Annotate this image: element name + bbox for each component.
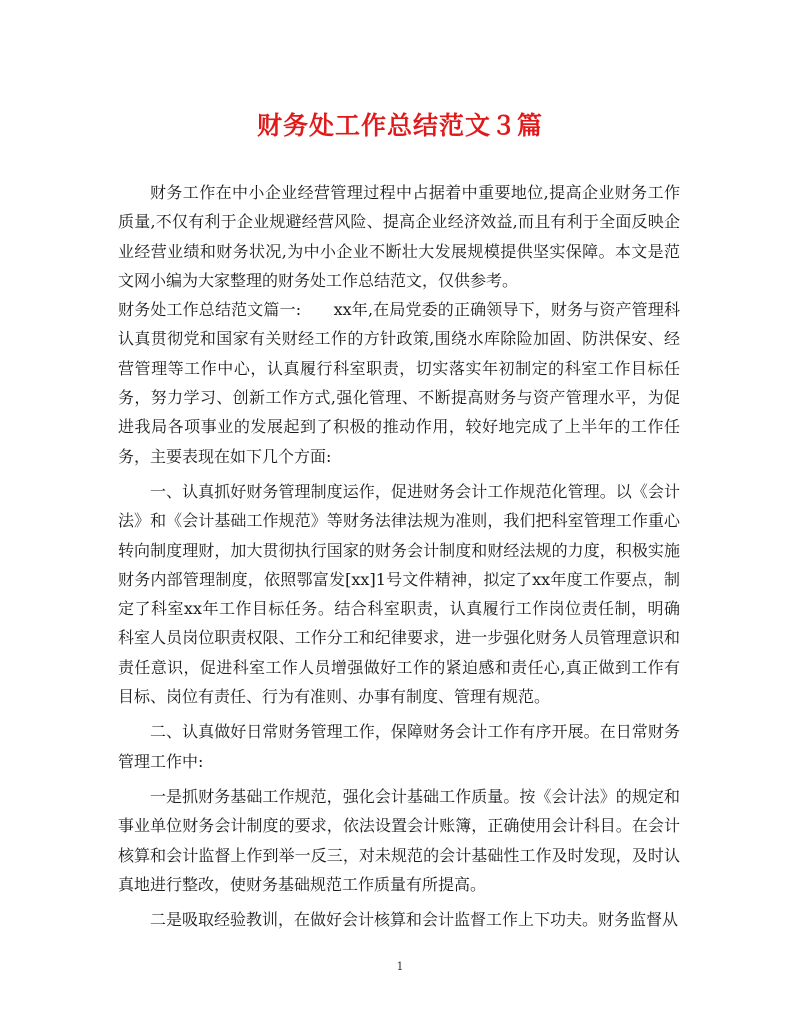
page-number: 1 (396, 960, 404, 973)
paragraph-sub-point-two: 二是吸取经验教训，在做好会计核算和会计监督工作上下功夫。财务监督从 (150, 910, 679, 930)
paragraph-section-one-opening: 财务处工作总结范文篇一: xx年,在局党委的正确领导下，财务与资产管理科认真贯彻党和国家有关财经工作的方针政策,围绕水库除险加固、防洪保安、经营管理等工作中心，认真履行科室职责，切实落实年初制定的科室工作目标任务，努力学习、创新工作方式,强化管理、不断提高财务与资产管理水平，为促进我局各项事业的发展起到了积极的推动作用，较好地完成了上半年的工作任务，主要表现在如下几个方面: (118, 300, 680, 466)
paragraph-point-two: 二、认真做好日常财务管理工作，保障财务会计工作有序开展。在日常财务管理工作中: (118, 722, 680, 771)
paragraph-sub-point-one: 一是抓财务基础工作规范，强化会计基础工作质量。按《会计法》的规定和事业单位财务会计制度的要求，依法设置会计账簿，正确使用会计科目。在会计核算和会计监督上作到举一反三，对未规范的会计基础性工作及时发现，及时认真地进行整改，使财务基础规范工作质量有所提高。 (118, 786, 680, 894)
document-body (118, 178, 680, 934)
paragraph-intro: 财务工作在中小企业经营管理过程中占据着中重要地位,提高企业财务工作质量,不仅有利于企业规避经营风险、提高企业经济效益,而且有利于全面反映企业经营业绩和财务状况,为中小企业不断壮大发展规模提供坚实保障。本文是范文网小编为大家整理的财务处工作总结范文，仅供参考。 (118, 183, 680, 290)
document-title: 财务处工作总结范文３篇 (256, 111, 543, 140)
paragraph-point-one: 一、认真抓好财务管理制度运作，促进财务会计工作规范化管理。以《会计法》和《会计基础工作规范》等财务法律法规为准则，我们把科室管理工作重心转向制度理财，加大贯彻执行国家的财务会计制度和财经法规的力度，积极实施财务内部管理制度，依照鄂富发[xx]1号文件精神，拟定了xx年度工作要点，制定了科室xx年工作目标任务。结合科室职责，认真履行工作岗位责任制，明确科室人员岗位职责权限、工作分工和纪律要求，进一步强化财务人员管理意识和责任意识，促进科室工作人员增强做好工作的紧迫感和责任心,真正做到工作有目标、岗位有责任、行为有准则、办事有制度、管理有规范。 (118, 481, 680, 707)
